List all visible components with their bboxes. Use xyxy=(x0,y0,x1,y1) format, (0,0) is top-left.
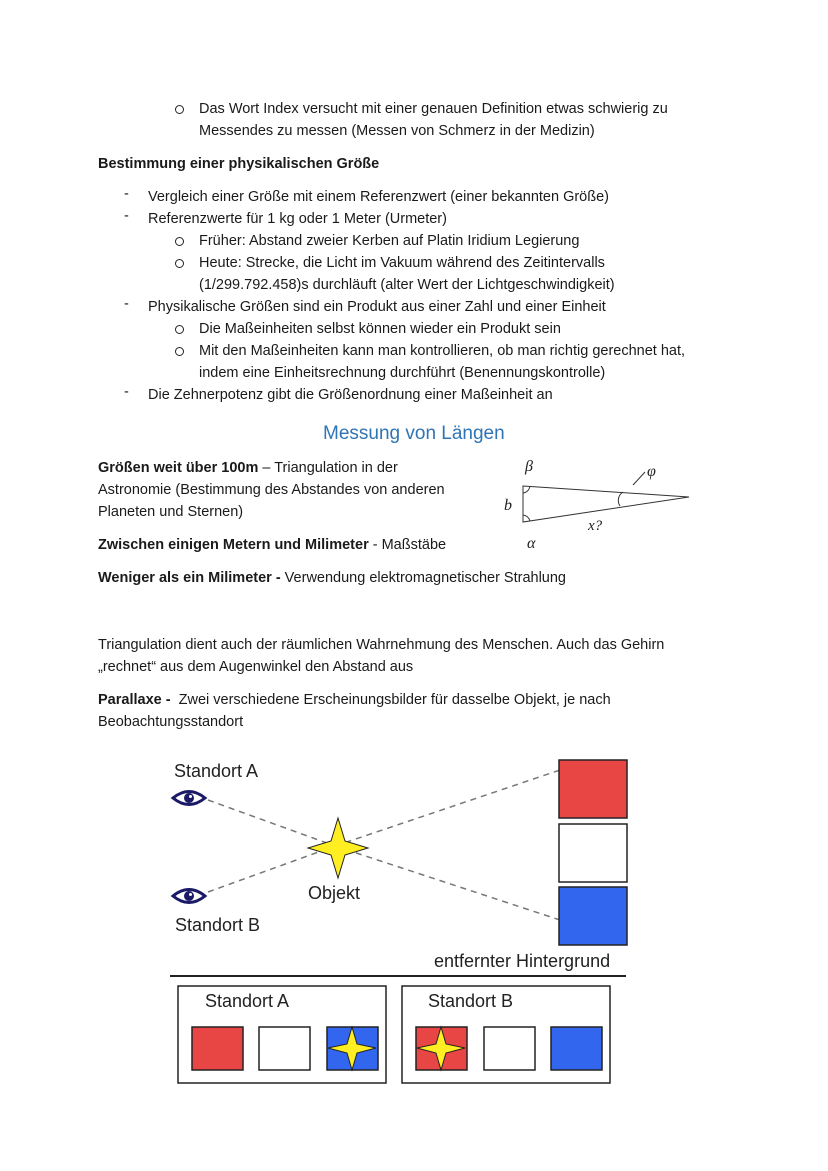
bullet-circle-icon xyxy=(175,325,184,334)
paragraph-100m-line3: Planeten und Sternen) xyxy=(98,504,244,520)
intro-line-2: Messendes zu messen (Messen von Schmerz in der Medizin) xyxy=(199,123,595,139)
paragraph-100m-line2: Astronomie (Bestimmung des Abstandes von anderen xyxy=(98,482,445,498)
section-title-laengen: Messung von Längen xyxy=(323,423,505,444)
background-square-white xyxy=(559,824,627,882)
label-milimeter: Weniger als ein Milimeter - xyxy=(98,570,281,586)
sub-list-item-cont: indem eine Einheitsrechnung durchführt (Benennungskontrolle) xyxy=(199,365,606,381)
dash-bullet: - xyxy=(124,208,129,224)
label-meter: Zwischen einigen Metern und Milimeter xyxy=(98,537,369,553)
label-objekt: Objekt xyxy=(308,883,361,903)
paragraph-100m xyxy=(98,458,398,478)
label-phi: φ xyxy=(647,463,656,480)
list-item: Die Zehnerpotenz gibt die Größenordnung einer Maßeinheit an xyxy=(148,387,553,403)
eye-icon xyxy=(173,792,205,805)
list-item: Vergleich einer Größe mit einem Referenzwert (einer bekannten Größe) xyxy=(148,189,609,205)
text-100m: – Triangulation in der xyxy=(258,460,398,476)
paragraph-parallaxe-2: Beobachtungsstandort xyxy=(98,714,244,730)
text-parallaxe: Zwei verschiedene Erscheinungsbilder für dasselbe Objekt, je nach xyxy=(170,692,611,708)
list-item: Referenzwerte für 1 kg oder 1 Meter (Urmeter) xyxy=(148,211,447,227)
paragraph-parallaxe xyxy=(98,690,611,710)
paragraph-triangulation-1: Triangulation dient auch der räumlichen Wahrnehmung des Menschen. Auch das Gehirn xyxy=(98,637,665,653)
star-object-icon xyxy=(308,818,368,878)
label-parallaxe: Parallaxe - xyxy=(98,692,171,708)
sub-list-item: Früher: Abstand zweier Kerben auf Platin Iridium Legierung xyxy=(199,233,580,249)
sub-list-item: Die Maßeinheiten selbst können wieder ein Produkt sein xyxy=(199,321,561,337)
background-square-red xyxy=(559,760,627,818)
bullet-circle-icon xyxy=(175,259,184,268)
paragraph-triangulation-2: „rechnet“ aus dem Augenwinkel den Abstand aus xyxy=(98,659,414,675)
label-beta: β xyxy=(525,458,533,475)
parallax-figure xyxy=(160,750,640,1095)
label-x: x? xyxy=(588,518,603,534)
paragraph-meter xyxy=(98,535,446,555)
sub-list-item: Heute: Strecke, die Licht im Vakuum während des Zeitintervalls xyxy=(199,255,605,271)
sub-list-item-cont: (1/299.792.458)s durchläuft (alter Wert der Lichtgeschwindigkeit) xyxy=(199,277,615,293)
bullet-circle-icon xyxy=(175,347,184,356)
label-hintergrund: entfernter Hintergrund xyxy=(434,951,611,971)
label-b: b xyxy=(504,497,512,514)
text-meter: - Maßstäbe xyxy=(368,537,447,553)
sub-list-item: Mit den Maßeinheiten kann man kontrollieren, ob man richtig gerechnet hat, xyxy=(199,343,686,359)
list-item: Physikalische Größen sind ein Produkt aus einer Zahl und einer Einheit xyxy=(148,299,606,315)
bullet-circle-icon xyxy=(175,105,184,114)
dash-bullet: - xyxy=(124,186,129,202)
intro-line-1: Das Wort Index versucht mit einer genauen Definition etwas schwierig zu xyxy=(199,101,668,117)
label-100m: Größen weit über 100m xyxy=(98,460,259,476)
section-heading-groesse: Bestimmung einer physikalischen Größe xyxy=(98,156,380,172)
background-square-blue xyxy=(559,887,627,945)
box-label-standort-a: Standort A xyxy=(205,991,290,1011)
label-standort-b: Standort B xyxy=(175,915,261,935)
box-label-standort-b: Standort B xyxy=(428,991,514,1011)
eye-icon xyxy=(173,890,205,903)
label-standort-a: Standort A xyxy=(174,761,259,781)
text-milimeter: Verwendung elektromagnetischer Strahlung xyxy=(280,570,566,586)
paragraph-milimeter xyxy=(98,568,566,588)
label-alpha: α xyxy=(527,535,536,552)
bullet-circle-icon xyxy=(175,237,184,246)
dash-bullet: - xyxy=(124,296,129,312)
triangulation-diagram xyxy=(495,450,705,555)
dash-bullet: - xyxy=(124,384,129,400)
